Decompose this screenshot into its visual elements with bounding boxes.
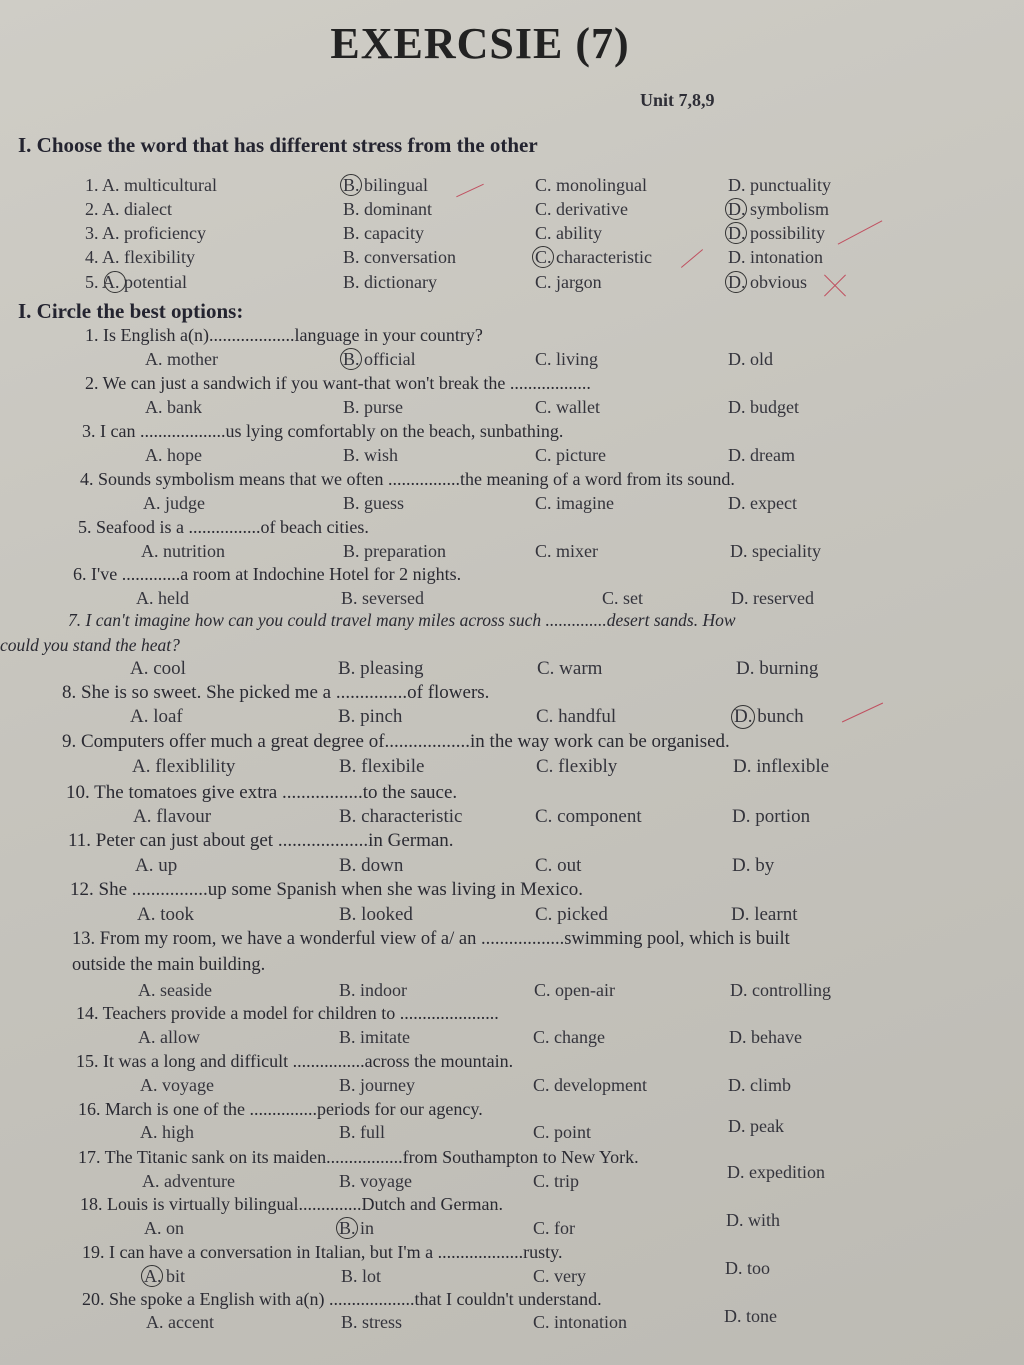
option-a: 2. A. dialect [85,199,172,219]
option-d: D. reserved [731,588,814,608]
question-19: 19. I can have a conversation in Italian, but I'm a ...................rusty. [82,1242,563,1262]
question-2: 2. We can just a sandwich if you want-that won't break the .................. [85,373,591,393]
option-c: C. open-air [534,980,615,1000]
question-7-continued: could you stand the heat? [0,635,180,655]
option-b: B. bilingual [343,175,428,196]
option-b: B. indoor [339,980,408,1000]
answer-circle [725,198,747,220]
options-16 [0,1116,1024,1146]
options-2 [0,397,1024,421]
options-1 [0,349,1024,373]
option-c: C. out [535,855,582,876]
option-c: C. derivative [535,199,628,219]
option-b: B. characteristic [339,806,463,827]
option-b: B. dictionary [343,272,437,292]
option-d: D. peak [728,1116,784,1136]
answer-circle [104,271,126,293]
option-b: B. in [339,1218,374,1239]
options-14 [0,1027,1024,1051]
page-title: EXERCSIE (7) [330,19,630,68]
options-10 [0,806,1024,830]
question-20: 20. She spoke a English with a(n) ...................that I couldn't understand. [82,1289,602,1309]
option-c: C. mixer [535,541,598,561]
options-5 [0,541,1024,565]
answer-circle [336,1217,358,1239]
option-d: D. portion [732,806,811,827]
option-a: A. flavour [133,806,212,827]
options-19 [0,1258,1024,1290]
option-a: A. mother [145,349,218,369]
options-7 [0,658,1024,682]
option-b: B. imitate [339,1027,410,1047]
option-b: B. down [339,855,404,876]
option-b: B. wish [343,445,399,465]
option-a: A. voyage [140,1075,214,1095]
option-b: B. journey [339,1075,415,1095]
option-b: B. capacity [343,223,424,243]
option-a: A. nutrition [141,541,225,561]
option-c: C. living [535,349,599,369]
options-12 [0,904,1024,928]
option-b: B. dominant [343,199,432,219]
question-8: 8. She is so sweet. She picked me a ...............of flowers. [62,682,490,703]
option-d: D. behave [729,1027,802,1047]
option-c: C. picked [535,904,608,925]
option-a: A. accent [146,1312,214,1332]
option-a: A. allow [138,1027,200,1047]
option-b: B. preparation [343,541,446,561]
option-d: D. intonation [728,247,823,267]
option-c: C. development [533,1075,647,1095]
answer-circle [731,705,755,729]
option-b: B. pleasing [338,658,424,679]
option-c: C. trip [533,1171,580,1191]
section2-heading: I. Circle the best options: [18,299,244,323]
option-d: D. possibility [728,223,825,244]
answer-circle [725,271,747,293]
option-c: C. handful [536,706,617,727]
option-b: B. full [339,1122,386,1142]
option-c: C. component [535,806,642,827]
question-13: 13. From my room, we have a wonderful view of a/ an ..................swimming pool, which is built [72,929,790,949]
question-15: 15. It was a long and difficult ................across the mountain. [76,1051,514,1071]
option-c: C. for [533,1218,575,1238]
option-d: D. burning [736,658,819,679]
option-a: A. took [137,904,194,925]
question-13-continued: outside the main building. [72,955,266,975]
stress-item-5 [0,272,1024,296]
stress-item-4 [0,247,1024,271]
options-8 [0,706,1024,730]
question-5: 5. Seafood is a ................of beach cities. [78,517,369,537]
option-c: C. picture [535,445,606,465]
option-c: C. imagine [535,493,614,513]
option-b: B. looked [339,904,413,925]
option-b: B. pinch [338,706,403,727]
option-b: B. official [343,349,416,370]
options-20 [0,1306,1024,1336]
question-9: 9. Computers offer much a great degree of..................in the way work can be organised. [62,731,730,752]
answer-circle [725,222,747,244]
option-c: C. ability [535,223,602,243]
option-c: C. very [533,1266,586,1286]
question-11: 11. Peter can just about get ...................in German. [68,830,454,851]
option-c: C. intonation [533,1312,627,1332]
option-c: C. change [533,1027,605,1047]
option-a: A. flexiblility [132,756,236,777]
option-a: A. up [135,855,178,876]
question-10: 10. The tomatoes give extra .................to the sauce. [66,782,458,803]
option-c: C. characteristic [535,247,652,268]
option-c: C. wallet [535,397,600,417]
unit-label: Unit 7,8,9 [640,90,715,110]
answer-circle [532,246,554,268]
options-3 [0,445,1024,469]
answer-circle [141,1265,163,1287]
option-d: D. expect [728,493,797,513]
option-a: 1. A. multicultural [85,175,217,195]
option-b: B. conversation [343,247,456,267]
option-c: C. point [533,1122,592,1142]
option-d: D. tone [724,1306,777,1326]
option-a: 5. A. potential [85,272,187,292]
option-b: B. guess [343,493,405,513]
answer-circle [340,174,362,196]
question-16: 16. March is one of the ...............periods for our agency. [78,1099,483,1119]
option-b: B. voyage [339,1171,412,1191]
option-c: C. monolingual [535,175,647,195]
options-6 [0,588,1024,612]
question-6: 6. I've .............a room at Indochine Hotel for 2 nights. [73,564,462,584]
option-d: D. bunch [734,706,804,728]
question-14: 14. Teachers provide a model for children to ...................... [76,1003,499,1023]
options-15 [0,1075,1024,1099]
stress-item-2 [0,199,1024,223]
options-17 [0,1162,1024,1195]
option-d: D. old [728,349,773,369]
option-a: A. judge [143,493,205,513]
option-a: 4. A. flexibility [85,247,195,267]
option-d: D. inflexible [733,756,830,777]
option-d: D. expedition [727,1162,825,1182]
option-a: A. held [136,588,189,608]
option-d: D. symbolism [728,199,829,220]
option-d: D. speciality [730,541,821,561]
option-a: A. loaf [130,706,183,727]
option-d: D. controlling [730,980,831,1000]
options-11 [0,855,1024,879]
question-17: 17. The Titanic sank on its maiden.................from Southampton to New York. [78,1147,639,1167]
option-b: B. purse [343,397,403,417]
option-a: A. on [144,1218,184,1238]
options-18 [0,1210,1024,1242]
option-d: D. obvious [728,272,807,293]
option-d: D. with [726,1210,780,1230]
section1-heading: I. Choose the word that has different stress from the other [18,133,538,157]
option-a: A. bit [144,1266,185,1287]
question-3: 3. I can ...................us lying comfortably on the beach, sunbathing. [82,421,564,441]
question-4: 4. Sounds symbolism means that we often ................the meaning of a word from its sound. [80,469,735,489]
option-a: A. bank [145,397,202,417]
option-d: D. too [725,1258,770,1278]
option-d: D. punctuality [728,175,831,195]
option-a: A. high [140,1122,194,1142]
option-a: A. hope [145,445,202,465]
option-c: C. flexibly [536,756,618,777]
options-13 [0,980,1024,1004]
stress-item-1 [0,175,1024,199]
question-18: 18. Louis is virtually bilingual..............Dutch and German. [80,1194,503,1214]
question-12: 12. She ................up some Spanish when she was living in Mexico. [70,879,583,900]
option-d: D. by [732,855,775,876]
option-a: A. adventure [142,1171,235,1191]
option-d: D. climb [728,1075,791,1095]
option-d: D. dream [728,445,795,465]
option-a: 3. A. proficiency [85,223,206,243]
option-b: B. flexibile [339,756,425,777]
options-4 [0,493,1024,517]
question-1: 1. Is English a(n)...................language in your country? [85,325,483,345]
option-c: C. set [602,588,644,608]
option-b: B. seversed [341,588,424,608]
option-b: B. stress [341,1312,403,1332]
options-9 [0,756,1024,780]
question-7: 7. I can't imagine how can you could travel many miles across such ..............desert sands. How [68,610,736,630]
option-a: A. cool [130,658,186,679]
option-b: B. lot [341,1266,382,1286]
answer-circle [340,348,362,370]
option-d: D. budget [728,397,799,417]
option-c: C. jargon [535,272,602,292]
option-d: D. learnt [731,904,798,925]
option-c: C. warm [537,658,603,679]
option-a: A. seaside [138,980,212,1000]
